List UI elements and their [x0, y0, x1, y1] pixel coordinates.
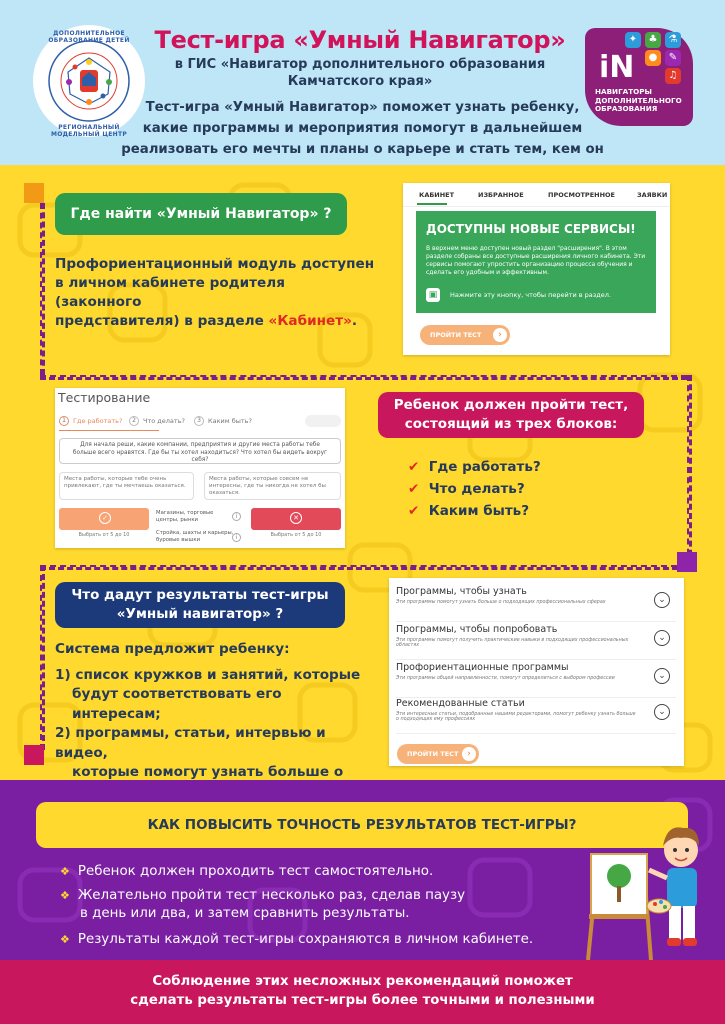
navigators-logo	[585, 28, 693, 126]
results-screenshot	[389, 578, 684, 766]
child-painter-illustration	[583, 818, 713, 960]
results-row[interactable]	[396, 586, 676, 622]
text-line: Профориентационный модуль доступен	[55, 256, 375, 272]
list-item	[408, 456, 608, 478]
list-item-label: Где работать?	[428, 459, 541, 475]
tip-item	[60, 887, 580, 923]
tech-icon: ✦	[625, 32, 641, 48]
footer-banner	[0, 960, 725, 1024]
culture-icon: ♫	[665, 68, 681, 84]
results-row[interactable]	[396, 624, 676, 660]
tip-text: Желательно пройти тест несколько раз, сделав паузу	[77, 888, 466, 903]
take-test-label: ПРОЙТИ ТЕСТ	[407, 750, 459, 758]
path-start-marker	[24, 183, 44, 203]
text-segment: представителя) в разделе	[55, 313, 269, 329]
banner-text: В верхнем меню доступен новый раздел "расширения". В этом разделе собраны все доступные расширения личного кабинета. Эти сервисы помогают упростить организацию процесса обучения и сделать его удобным и эффективным.	[426, 245, 646, 276]
tab-applications[interactable]: ЗАЯВКИ	[637, 191, 668, 199]
diamond-icon: ❖	[60, 889, 70, 902]
tab-cabinet[interactable]: КАБИНЕТ	[419, 191, 455, 199]
cross-icon: ✕	[290, 512, 302, 524]
card-shops[interactable]: Магазины, торговые центры, рынки	[156, 510, 214, 523]
results-lead: Система предложит ребенку:	[55, 641, 290, 657]
step-number: 1	[59, 416, 69, 426]
results-row-title: Рекомендованные статьи	[396, 698, 525, 709]
tab-favorites[interactable]: ИЗБРАННОЕ	[478, 191, 524, 199]
info-icon[interactable]: i	[232, 512, 241, 521]
footer-line-2: сделать результаты тест-игры более точными и полезными	[130, 993, 595, 1008]
logo-left-text-bottom: РЕГИОНАЛЬНЫЙ МОДЕЛЬНЫЙ ЦЕНТР	[50, 124, 128, 138]
cabinet-tabs	[403, 183, 670, 207]
step-where-to-work[interactable]: Где работать?	[73, 417, 123, 425]
three-blocks-list	[408, 456, 608, 522]
list-item	[408, 500, 608, 522]
checkmark-icon: ✔	[408, 481, 420, 497]
subtitle-line-1: в ГИС «Навигатор дополнительного образования	[174, 57, 546, 72]
results-row-title: Программы, чтобы узнать	[396, 586, 527, 597]
description-line-2: какие программы и мероприятия помогут в дальнейшем	[142, 121, 583, 136]
question-box: Для начала реши, какие компании, предприятия и другие места работы тебе больше всего нравятся. Где бы ты хотел находиться? Что хотел бы видеть вокруг себя?	[59, 438, 341, 464]
dislike-caption: Выбрать от 5 до 10	[270, 532, 322, 538]
footer-line-1: Соблюдение этих несложных рекомендаций поможет	[152, 974, 573, 989]
tip-text: в день или два, и затем сравнить результаты.	[80, 906, 410, 921]
results-row-desc: Эти интересные статьи, подобранные нашими редакторами, помогут ребенку узнать больше о подходящих ему профессиях	[396, 712, 636, 722]
subtitle-line-2: Камчатского края»	[287, 74, 433, 89]
pill-line: «Умный навигатор» ?	[116, 606, 284, 622]
next-button[interactable]	[305, 415, 341, 427]
results-row-title: Профориентационные программы	[396, 662, 569, 673]
info-icon[interactable]: i	[232, 533, 241, 542]
dashed-connector	[40, 565, 687, 570]
pill-line: состоящий из трех блоков:	[404, 416, 618, 432]
results-item-2: 2) программы, статьи, интервью и видео,	[55, 725, 326, 761]
pill-line: Что дадут результаты тест-игры	[71, 587, 329, 603]
step-what-to-do[interactable]: Что делать?	[143, 417, 185, 425]
step-number: 2	[129, 416, 139, 426]
results-item-2-cont: которые помогут узнать больше о	[72, 764, 344, 780]
list-item-label: Что делать?	[428, 481, 525, 497]
page-subtitle	[150, 56, 570, 90]
cube-icon[interactable]: ▣	[426, 288, 440, 302]
description-line-1: Тест-игра «Умный Навигатор» поможет узнать ребенку,	[145, 100, 580, 115]
step-who-to-be[interactable]: Каким быть?	[208, 417, 252, 425]
banner-hint: Нажмите эту кнопку, чтобы перейти в раздел.	[450, 291, 611, 299]
path-end-marker	[24, 745, 44, 765]
text-line	[55, 312, 375, 331]
chevron-down-icon[interactable]: ⌄	[654, 704, 670, 720]
dashed-connector	[687, 375, 692, 565]
results-item-1-cont: будут соответствовать его интересам;	[72, 686, 282, 722]
check-icon: ✓	[99, 512, 111, 524]
logo-right-text: НАВИГАТОРЫ ДОПОЛНИТЕЛЬНОГО ОБРАЗОВАНИЯ	[595, 87, 682, 113]
arrow-right-icon: ›	[462, 747, 476, 761]
test-title: Тестирование	[58, 390, 151, 405]
tip-item	[60, 863, 580, 881]
diamond-icon: ❖	[60, 865, 70, 878]
tip-text: Ребенок должен проходить тест самостоятельно.	[77, 864, 434, 879]
three-blocks-pill	[378, 392, 644, 438]
cabinet-highlight: «Кабинет»	[268, 313, 352, 329]
chevron-down-icon[interactable]: ⌄	[654, 592, 670, 608]
results-row-desc: Эти программы помогут узнать больше о подходящих профессиональных сферах	[396, 600, 606, 605]
chevron-down-icon[interactable]: ⌄	[654, 630, 670, 646]
where-to-find-pill: Где найти «Умный Навигатор» ?	[55, 193, 347, 235]
dislike-drop-zone[interactable]	[251, 508, 341, 530]
checkmark-icon: ✔	[408, 459, 420, 475]
science-icon: ⚗	[665, 32, 681, 48]
page-title: Тест-игра «Умный Навигатор»	[154, 26, 566, 54]
active-tab-underline	[417, 203, 447, 205]
list-item	[408, 478, 608, 500]
dashed-connector	[40, 375, 687, 380]
take-test-button[interactable]	[397, 744, 479, 764]
card-construction[interactable]: Стройка, шахты и карьеры, буровые вышки	[156, 530, 234, 543]
arrow-right-icon: ›	[493, 328, 507, 342]
tab-viewed[interactable]: ПРОСМОТРЕННОЕ	[548, 191, 615, 199]
new-services-banner	[416, 211, 656, 313]
cabinet-screenshot	[403, 183, 670, 355]
list-item-label: Каким быть?	[428, 503, 530, 519]
dashed-connector	[40, 565, 45, 750]
like-drop-zone[interactable]	[59, 508, 149, 530]
where-to-find-text	[55, 255, 375, 331]
results-item-1: 1) список кружков и занятий, которые	[55, 666, 361, 683]
take-test-button[interactable]	[420, 325, 510, 345]
pill-line: Ребенок должен пройти тест,	[393, 397, 629, 413]
sport-icon: ●	[645, 50, 661, 66]
progress-underline	[59, 430, 159, 431]
art-icon: ✎	[665, 50, 681, 66]
banner-title: ДОСТУПНЫ НОВЫЕ СЕРВИСЫ!	[426, 222, 636, 236]
chevron-down-icon[interactable]: ⌄	[654, 668, 670, 684]
description-line-3: реализовать его мечты и планы о карьере и стать тем, кем он	[121, 142, 604, 157]
logo-left-text-top: ДОПОЛНИТЕЛЬНОЕ ОБРАЗОВАНИЕ ДЕТЕЙ	[48, 30, 130, 44]
step-number: 3	[194, 416, 204, 426]
results-pill	[55, 582, 345, 628]
text-segment: .	[351, 313, 358, 329]
diamond-icon: ❖	[60, 933, 70, 946]
like-caption: Выбрать от 5 до 10	[78, 532, 130, 538]
results-row-desc: Эти программы помогут получить практические навыки в подходящих профессиональных областях	[396, 638, 629, 648]
tip-text: Результаты каждой тест-игры сохраняются в личном кабинете.	[77, 932, 534, 947]
results-row-desc: Эти программы общей направленности, помогут определиться с выбором профессии	[396, 676, 615, 681]
accuracy-heading: КАК ПОВЫСИТЬ ТОЧНОСТЬ РЕЗУЛЬТАТОВ ТЕСТ-ИГРЫ?	[36, 802, 688, 848]
results-row[interactable]	[396, 662, 676, 698]
path-mid-marker	[677, 552, 697, 572]
results-row-title: Программы, чтобы попробовать	[396, 624, 558, 635]
results-row[interactable]	[396, 698, 676, 734]
checkmark-icon: ✔	[408, 503, 420, 519]
dashed-connector	[40, 203, 45, 375]
test-steps	[59, 415, 341, 429]
test-screenshot	[55, 388, 345, 548]
option-dislike[interactable]: Места работы, которые совсем не интересны, где ты никогда не хотел бы оказаться.	[204, 472, 341, 500]
nature-icon: ♣	[645, 32, 661, 48]
option-like[interactable]: Места работы, которые тебе очень привлекают, где ты мечтаешь оказаться.	[59, 472, 194, 500]
text-line: в личном кабинете родителя (законного	[55, 275, 285, 310]
take-test-label: ПРОЙТИ ТЕСТ	[430, 331, 482, 339]
logo-in-mark: iN	[599, 50, 635, 85]
tip-item	[60, 931, 600, 949]
